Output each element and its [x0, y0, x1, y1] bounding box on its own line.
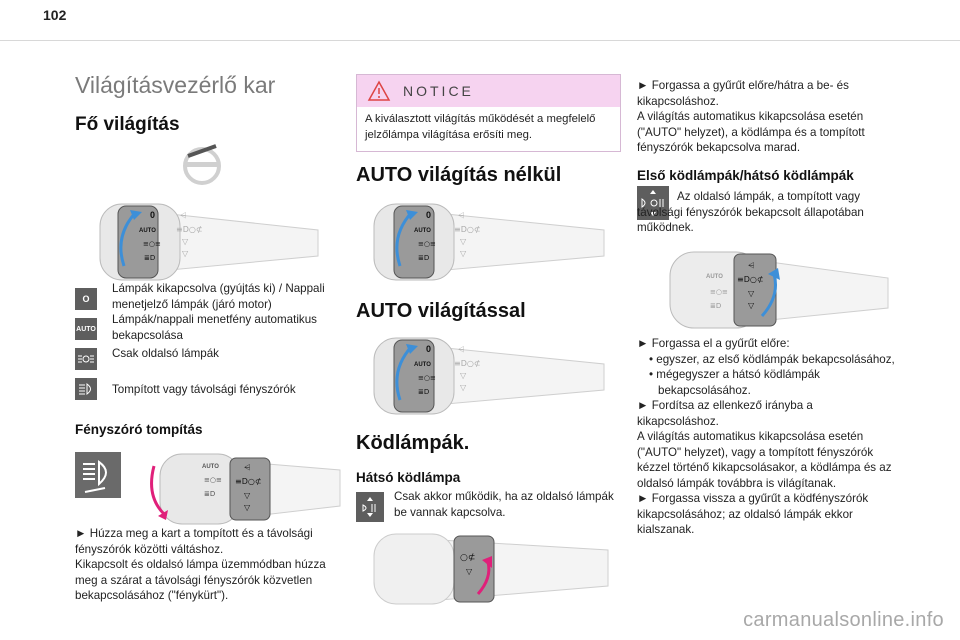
svg-text:▽: ▽	[460, 383, 467, 392]
fog-intro-note: A világítás automatikus kikapcsolása esetén ("AUTO" helyzet), a ködlámpa és a tompított fényszórók bekapcsolva marad.	[637, 110, 865, 154]
heading-front-rear-fog: Első ködlámpák/hátsó ködlámpák	[637, 168, 854, 183]
legend-headlamps-text: Tompított vagy távolsági fényszórók	[112, 383, 296, 396]
header-divider	[0, 40, 960, 41]
dipping-icon	[75, 452, 121, 498]
svg-text:▽: ▽	[748, 289, 755, 298]
svg-text:▽: ▽	[460, 371, 467, 380]
fog-step-forward: ► Forgassa el a gyűrűt előre:	[637, 337, 790, 350]
heading-auto-off: AUTO világítás nélkül	[356, 164, 562, 186]
svg-text:▽: ▽	[182, 249, 189, 258]
svg-text:▽: ▽	[244, 503, 251, 512]
svg-text:≡D○⊄: ≡D○⊄	[454, 225, 481, 234]
lighting-stalk-illustration-2	[140, 446, 380, 536]
icon-auto: AUTO	[75, 318, 97, 340]
svg-text:≡○≡: ≡○≡	[418, 374, 436, 382]
fog-step-auto-note: A világítás automatikus kikapcsolása esetén ("AUTO" helyzet), vagy a tompított fényszórók kézzel történő kikapcsolásakor, a ködlámpa és az oldalsó lámpák továbbra is világítanak.	[637, 430, 892, 490]
rear-fog-text: Csak akkor működik, ha az oldalsó lámpák be vannak kapcsolva.	[394, 490, 614, 519]
svg-text:≣D: ≣D	[710, 302, 722, 310]
fog-steps	[637, 336, 897, 538]
dipping-note: Kikapcsolt és oldalsó lámpa üzemmódban húzza meg a szárat a távolsági fényszórók közvetlen bekapcsolásához ("fénykürt").	[75, 558, 326, 602]
legend-off-text: Lámpák kikapcsolva (gyújtás ki) / Nappali menetjelző lámpák (járó motor)	[112, 282, 325, 311]
fog-step-twice: • mégegyszer a hátsó ködlámpák bekapcsolásához.	[649, 368, 820, 397]
svg-text:≡D○⊄: ≡D○⊄	[737, 275, 764, 284]
notice-header	[357, 75, 620, 107]
svg-text:≣D: ≣D	[418, 254, 430, 262]
svg-text:⩤: ⩤	[180, 211, 187, 220]
svg-text:▽: ▽	[460, 249, 467, 258]
svg-text:AUTO: AUTO	[202, 464, 219, 470]
page-number: 102	[43, 7, 67, 23]
heading-fog-lamps: Ködlámpák.	[356, 432, 470, 454]
notice-box	[356, 74, 621, 152]
page-title: Világításvezérlő kar	[75, 72, 276, 98]
svg-text:▽: ▽	[460, 237, 467, 246]
svg-text:▽: ▽	[466, 567, 473, 576]
svg-text:≡○≡: ≡○≡	[204, 476, 222, 484]
side-lamps-icon	[75, 348, 97, 370]
svg-text:AUTO: AUTO	[414, 228, 431, 234]
svg-text:▽: ▽	[748, 301, 755, 310]
svg-text:≡D○⊄: ≡D○⊄	[176, 225, 203, 234]
heading-dipping: Fényszóró tompítás	[75, 422, 203, 437]
svg-text:AUTO: AUTO	[139, 228, 156, 234]
legend-auto-text: Lámpák/nappali menetfény automatikus bekapcsolása	[112, 313, 317, 342]
lighting-stalk-illustration-5	[370, 526, 610, 616]
dipping-step: ► Húzza meg a kart a tompított és a távolsági fényszórók közötti váltáshoz.	[75, 527, 313, 556]
svg-text:○⊄: ○⊄	[460, 553, 476, 563]
svg-text:AUTO: AUTO	[706, 274, 723, 280]
heading-main-lighting: Fő világítás	[75, 114, 180, 135]
icon-off: O	[75, 288, 97, 310]
heading-rear-fog: Hátsó ködlámpa	[356, 470, 461, 485]
legend-side-text: Csak oldalsó lámpák	[112, 347, 219, 360]
svg-text:≡○≡: ≡○≡	[710, 288, 728, 296]
watermark: carmanualsonline.info	[743, 609, 944, 631]
svg-text:≣D: ≣D	[418, 388, 430, 396]
fog-step-once: • egyszer, az első ködlámpák bekapcsolásához,	[649, 352, 895, 366]
svg-text:≡○≡: ≡○≡	[418, 240, 436, 248]
headlamps-icon	[75, 378, 97, 400]
notice-text: A kiválasztott világítás működését a megfelelő jelzőlámpa világítása erősíti meg.	[365, 113, 596, 141]
lighting-stalk-illustration-4	[366, 330, 606, 420]
heading-auto-on: AUTO világítással	[356, 300, 526, 322]
lighting-stalk-illustration-3	[366, 196, 606, 286]
fog-step-reverse: ► Fordítsa az ellenkező irányba a kikapcsoláshoz.	[637, 399, 813, 428]
steering-wheel-icon	[182, 142, 226, 186]
fog-intro-step: ► Forgassa a gyűrűt előre/hátra a be- és kikapcsoláshoz.	[637, 79, 849, 108]
svg-text:0: 0	[426, 210, 432, 220]
rear-fog-icon	[356, 492, 384, 522]
lighting-stalk-illustration-6	[650, 244, 890, 334]
notice-title: NOTICE	[403, 83, 474, 99]
svg-text:≡D○⊄: ≡D○⊄	[235, 477, 262, 486]
dipping-paragraph	[75, 526, 343, 604]
svg-text:⩤: ⩤	[458, 211, 465, 220]
svg-text:≣D: ≣D	[204, 490, 216, 498]
lighting-stalk-illustration-1	[80, 196, 320, 286]
svg-text:⩤: ⩤	[748, 261, 755, 270]
front-rear-fog-text: Az oldalsó lámpák, a tompított vagy távolsági fényszórók bekapcsolt állapotában működnek.	[637, 190, 864, 234]
fog-step-off: ► Forgassa vissza a gyűrűt a ködfényszórók kikapcsolásához; az oldalsó lámpák ekkor kialszanak.	[637, 492, 869, 536]
svg-text:≡○≡: ≡○≡	[143, 240, 161, 248]
svg-text:▽: ▽	[244, 491, 251, 500]
fog-intro	[637, 78, 897, 156]
svg-text:0: 0	[426, 344, 432, 354]
svg-text:AUTO: AUTO	[414, 362, 431, 368]
svg-text:0: 0	[150, 210, 156, 220]
svg-text:⩤: ⩤	[458, 345, 465, 354]
svg-text:⩤: ⩤	[244, 463, 251, 472]
svg-text:▽: ▽	[182, 237, 189, 246]
svg-text:≣D: ≣D	[144, 254, 156, 262]
warning-icon	[367, 80, 391, 102]
svg-text:≡D○⊄: ≡D○⊄	[454, 359, 481, 368]
